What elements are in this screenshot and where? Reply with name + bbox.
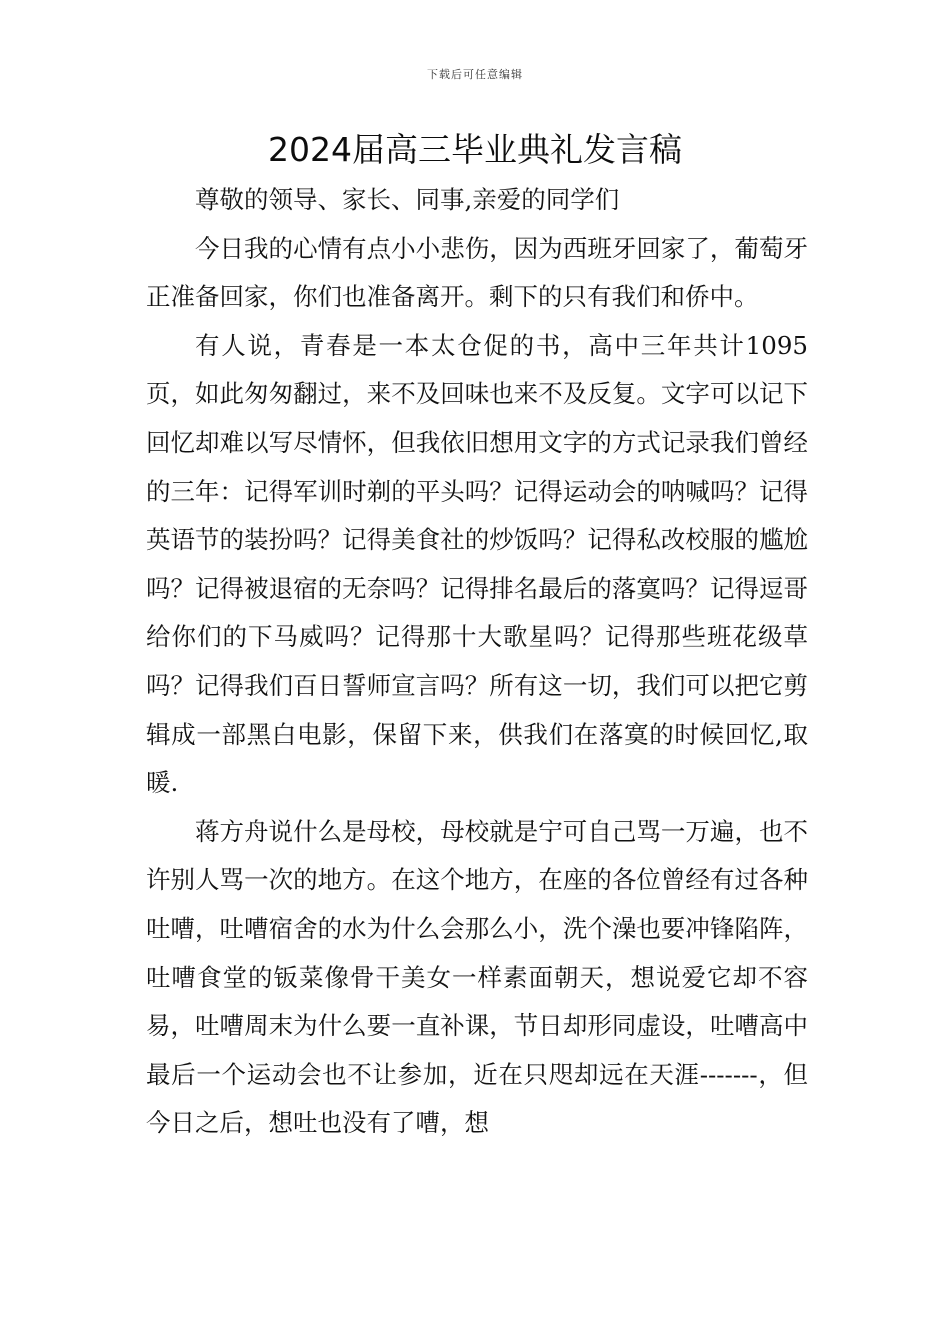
header-note: 下载后可任意编辑 <box>427 68 523 81</box>
paragraph: 今日我的心情有点小小悲伤，因为西班牙回家了，葡萄牙正准备回家，你们也准备离开。剩下的只有我们和侨中。 <box>146 233 808 312</box>
paragraph: 蒋方舟说什么是母校，母校就是宁可自己骂一万遍，也不许别人骂一次的地方。在这个地方，在座的各位曾经有过各种吐嘈，吐嘈宿舍的水为什么会那么小，洗个澡也要冲锋陷阵，吐嘈食堂的钣菜像骨干美女一样素面朝天，想说爱它却不容易，吐嘈周末为什么要一直补课，节日却形同虚设，吐嘈高中最后一个运动会也不让参加，近在只咫却远在天涯-------，但今日之后，想吐也没有了嘈，想 <box>146 816 808 1138</box>
paragraph: 有人说，青春是一本太仓促的书，高中三年共计1095页，如此匆匆翻过，来不及回味也来不及反复。文字可以记下回忆却难以写尽情怀，但我依旧想用文字的方式记录我们曾经的三年：记得军训时剃的平头吗？记得运动会的呐喊吗？记得英语节的装扮吗？记得美食社的炒饭吗？记得私改校服的尴尬吗？记得被退宿的无奈吗？记得排名最后的落寞吗？记得逗哥给你们的下马威吗？记得那十大歌星吗？记得那些班花级草吗？记得我们百日誓师宣言吗？所有这一切，我们可以把它剪辑成一部黑白电影，保留下来，供我们在落寞的时候回忆,取暖. <box>146 330 808 798</box>
salutation: 尊敬的领导、家长、同事,亲爱的同学们 <box>195 185 620 214</box>
document-body <box>146 176 808 1148</box>
document-title: 2024届高三毕业典礼发言稿 <box>268 130 682 169</box>
